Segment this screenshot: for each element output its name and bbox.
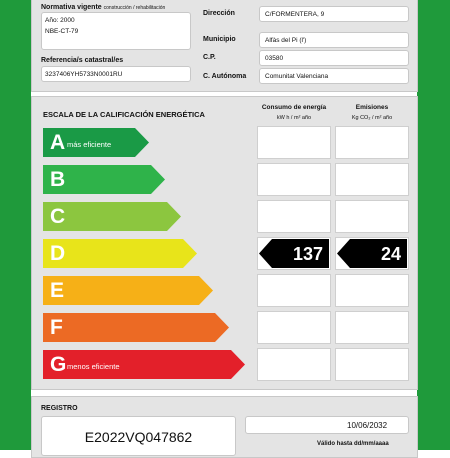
energy-class-g-arrow [43,350,245,379]
energy-class-letter: B [50,168,66,191]
energy-class-c-arrow [43,202,181,231]
consumo-cell-e [257,274,331,307]
energy-class-b-arrow [43,165,165,194]
energy-class-e-arrow [43,276,213,305]
normativa-year: Año: 2000 [45,17,75,24]
valid-date: 10/06/2032 [347,421,388,430]
energy-class-description: más eficiente [67,140,112,149]
emisiones-cell-c [335,200,409,233]
valid-label: Válido hasta dd/mm/aaaa [317,441,389,447]
registro-number: E2022VQ047862 [84,429,193,445]
autonoma-value: Comunitat Valenciana [265,73,329,80]
consumo-cell-g [257,348,331,381]
energy-class-a-arrow [43,128,149,157]
energy-class-letter: D [50,242,66,265]
energy-class-letter: G [50,353,67,376]
municipio-value: Alfàs del Pi (l') [265,37,307,44]
emisiones-cell-f [335,311,409,344]
rating-value: 24 [380,244,401,264]
emisiones-cell-g [335,348,409,381]
energy-class-letter: E [50,279,65,302]
consumo-unit: kW h / m² año [276,115,312,121]
emisiones-header: Emisiones [355,104,389,111]
energy-class-d-arrow [43,239,197,268]
emisiones-cell-b [335,163,409,196]
rating-value: 137 [292,244,323,264]
normativa-label-text: Normativa vigente [41,4,102,11]
energy-class-description: menos eficiente [67,362,120,371]
referencia-value: 3237406YH5733N0001RU [45,71,123,78]
direccion-label: Dirección [203,10,235,17]
cp-label: C.P. [203,54,216,61]
referencia-label: Referencia/s catastral/es [41,57,124,64]
emisiones-cell-e [335,274,409,307]
consumo-cell-b [257,163,331,196]
scale-title: ESCALA DE LA CALIFICACIÓN ENERGÉTICA [43,110,205,119]
energy-class-letter: F [50,316,63,339]
normativa-label [41,4,165,11]
autonoma-label: C. Autónoma [203,73,247,80]
consumo-header: Consumo de energía [261,104,327,111]
normativa-code: NBE-CT-79 [45,28,79,35]
cp-value: 03580 [265,55,284,62]
emisiones-unit: Kg CO₂ / m² año [351,115,393,121]
consumo-cell-f [257,311,331,344]
energy-class-letter: A [50,131,66,154]
consumo-rating-marker [259,239,329,268]
normativa-sub-text: construcción / rehabilitación [103,5,166,11]
registro-label: REGISTRO [41,405,78,412]
municipio-label: Municipio [203,36,236,43]
energy-class-letter: C [50,205,66,228]
consumo-cell-c [257,200,331,233]
direccion-value: C/FORMENTERA, 9 [265,11,325,18]
emisiones-rating-marker [337,239,407,268]
emisiones-cell-a [335,126,409,159]
energy-class-f-arrow [43,313,229,342]
consumo-cell-a [257,126,331,159]
certificate-sheet [31,0,417,450]
